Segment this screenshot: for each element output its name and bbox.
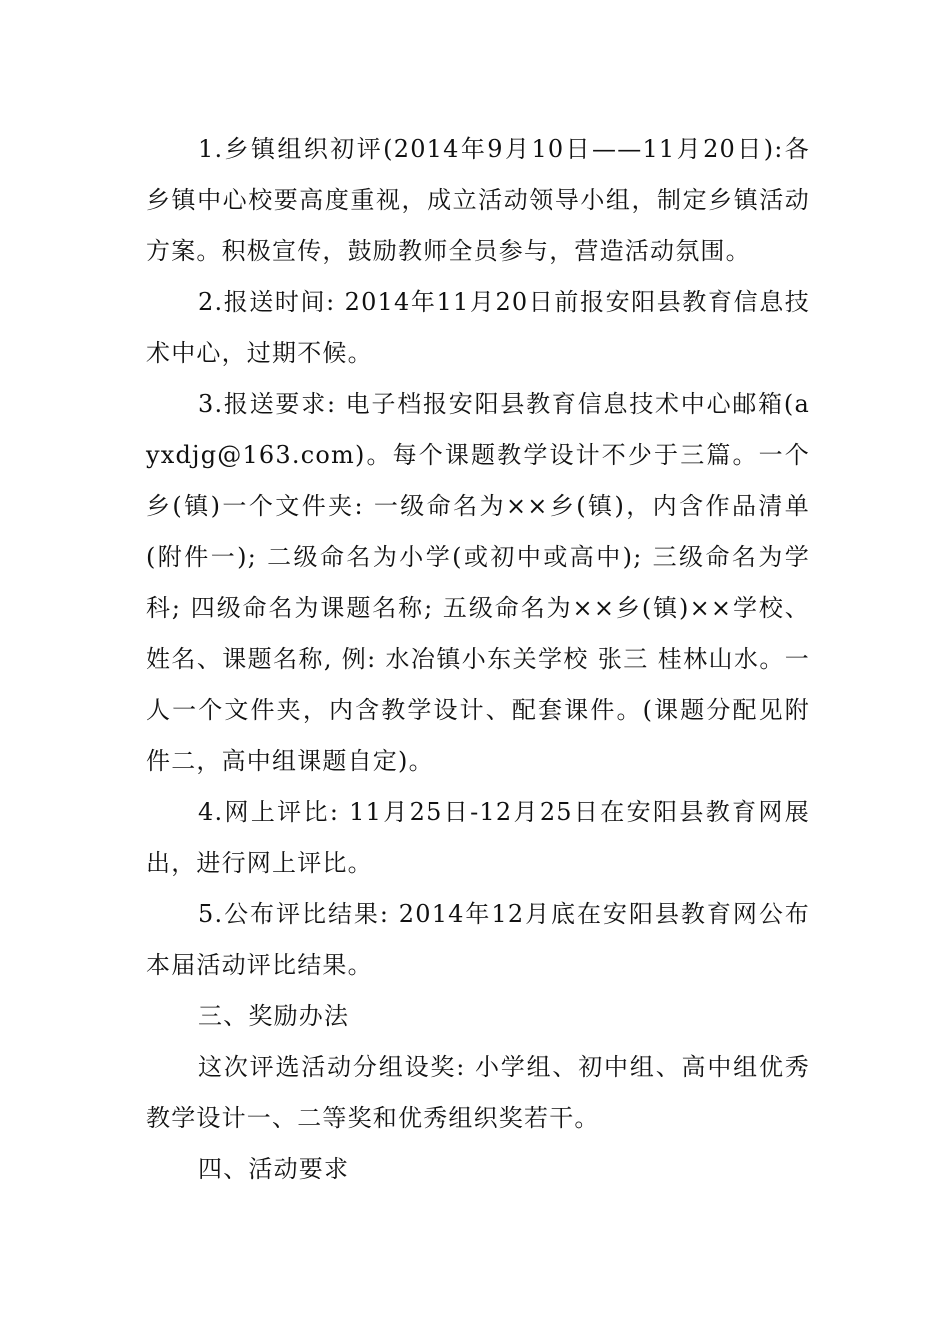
section-heading-reward: 三、奖励办法 <box>198 1002 350 1030</box>
paragraph-submission-time: 2.报送时间: 2014年11月20日前报安阳县教育信息技术中心，过期不候。 <box>146 288 810 367</box>
paragraph-online-evaluation: 4.网上评比: 11月25日-12月25日在安阳县教育网展出，进行网上评比。 <box>146 798 810 877</box>
document-body <box>146 124 810 1195</box>
paragraph-reward-method: 这次评选活动分组设奖: 小学组、初中组、高中组优秀教学设计一、二等奖和优秀组织奖若干。 <box>146 1053 810 1132</box>
paragraph-results-announcement: 5.公布评比结果: 2014年12月底在安阳县教育网公布本届活动评比结果。 <box>146 900 810 979</box>
paragraph-initial-review: 1.乡镇组织初评(2014年9月10日——11月20日):各乡镇中心校要高度重视，成立活动领导小组，制定乡镇活动方案。积极宣传，鼓励教师全员参与，营造活动氛围。 <box>146 135 810 265</box>
section-heading-requirements: 四、活动要求 <box>198 1155 350 1183</box>
paragraph-submission-requirements: 3.报送要求: 电子档报安阳县教育信息技术中心邮箱(ayxdjg@163.com)。每个课题教学设计不少于三篇。一个乡(镇)一个文件夹: 一级命名为××乡(镇)，内含作品清单(附件一); 二级命名为小学(或初中或高中); 三级命名为学科; 四级命名为课题名称; 五级命名为××乡(镇)××学校、姓名、课题名称, 例: 水冶镇小东关学校 张三 桂林山水。一人一个文件夹，内含教学设计、配套课件。(课题分配见附件二，高中组课题自定)。 <box>146 390 810 775</box>
